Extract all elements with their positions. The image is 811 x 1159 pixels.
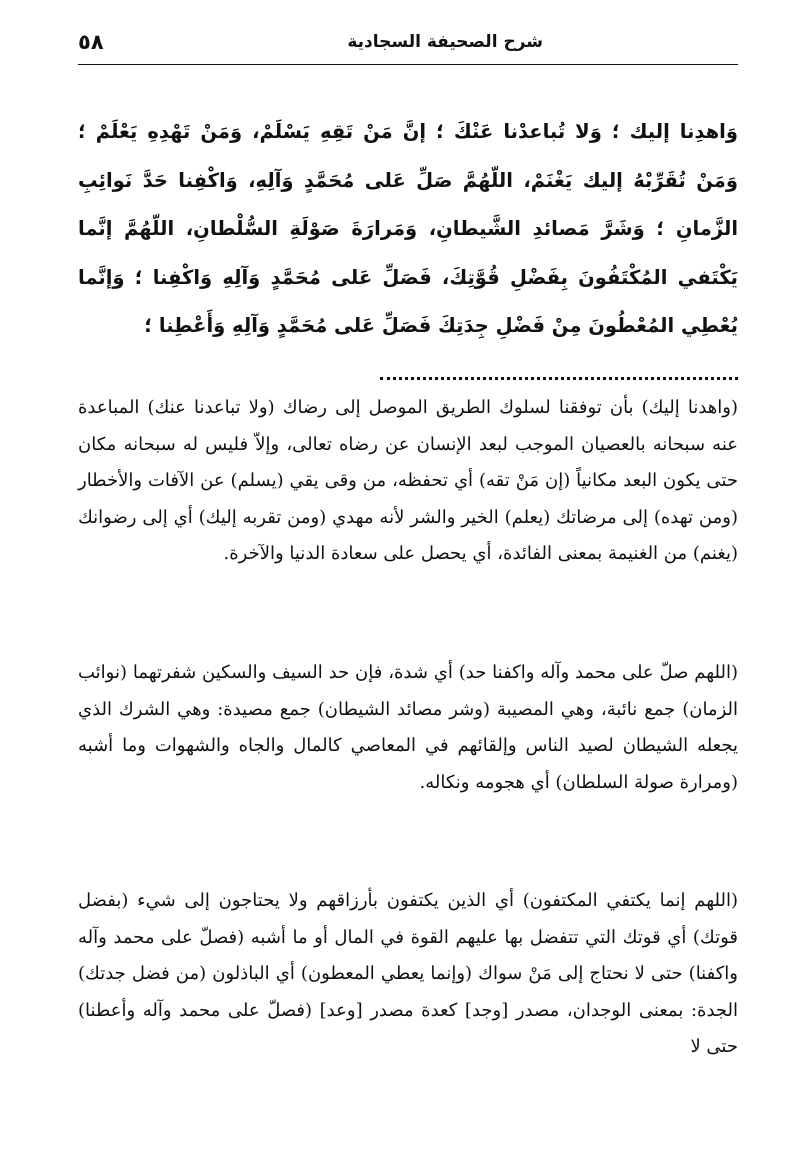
supplication-text: وَاهدِنا إليك ؛ وَلا تُباعدْنا عَنْكَ ؛ إنَّ مَنْ تَقِهِ يَسْلَمْ، وَمَنْ تَهْدِهِ يَعْلَمْ ؛ وَمَنْ تُقَرِّبْهُ إليك يَغْنَمْ، اللّهُمَّ صَلِّ عَلى مُحَمَّدٍ وَآلِهِ، وَاكْفِنا حَدَّ نَوائِبِ الزَّمانِ ؛ وَشَرَّ مَصائدِ الشَّيطانِ، وَمَرارَةَ صَوْلَةِ السُّلْطانِ، اللّهُمَّ إنَّما يَكْتَفي المُكْتَفُونَ بِفَضْلِ قُوَّتِكَ، فَصَلِّ عَلى مُحَمَّدٍ وَآلِهِ وَاكْفِنا ؛ وَإنَّما يُعْطِي المُعْطُونَ مِنْ فَضْلِ جِدَتِكَ فَصَلِّ عَلى مُحَمَّدٍ وَآلِهِ وَأَعْطِنا ؛ bbox=[78, 120, 738, 337]
commentary-paragraph-3: (اللهم إنما يكتفي المكتفون) أي الذين يكتفون بأرزاقهم ولا يحتاجون إلى شيء (بفضل قوتك) أي قوتك التي تتفضل بها عليهم القوة في المال أو ما أشبه (فصلّ على محمد وآله واكفنا) حتى لا نحتاج إلى مَنْ سواك (وإنما يعطي المعطون) أي الباذلون (من فضل جدتك) الجدة: بمعنى الوجدان، مصدر [وجد] كعدة مصدر [وعد] (فصلّ على محمد وآله وأعطنا) حتى لا bbox=[78, 890, 738, 1057]
commentary-paragraph-2: (اللهم صلّ على محمد وآله واكفنا حد) أي شدة، فإن حد السيف والسكين شفرتهما (نوائب الزمان) جمع نائبة، وهي المصيبة (وشر مصائد الشيطان) جمع مصيدة: وهي الشرك الذي يجعله الشيطان لصيد الناس وإلقائهم في المعاصي كالمال والجاه والشهوات وما أشبه (ومرارة صولة السلطان) أي هجومه ونكاله. bbox=[78, 662, 738, 793]
running-title: شرح الصحيفة السجادية bbox=[347, 32, 543, 52]
dotted-separator bbox=[380, 377, 738, 380]
page-number: ٥٨ bbox=[78, 30, 104, 54]
page-header bbox=[78, 30, 738, 65]
commentary-paragraph-1: (واهدنا إليك) بأن توفقنا لسلوك الطريق الموصل إلى رضاك (ولا تباعدنا عنك) المباعدة عنه سبحانه بالعصيان الموجب لبعد الإنسان عن رضاه تعالى، وإلاّ فليس له سبحانه مكان حتى يكون البعد مكانياً (إن مَنْ تقه) أي تحفظه، من وقى يقي (يسلم) عن الآفات والأخطار (ومن تهده) إلى مرضاتك (يعلم) الخير والشر لأنه مهدي (ومن تقربه إليك) أي إلى رضوانك (يغنم) من الغنيمة بمعنى الفائدة، أي يحصل على سعادة الدنيا والآخرة. bbox=[78, 397, 738, 564]
